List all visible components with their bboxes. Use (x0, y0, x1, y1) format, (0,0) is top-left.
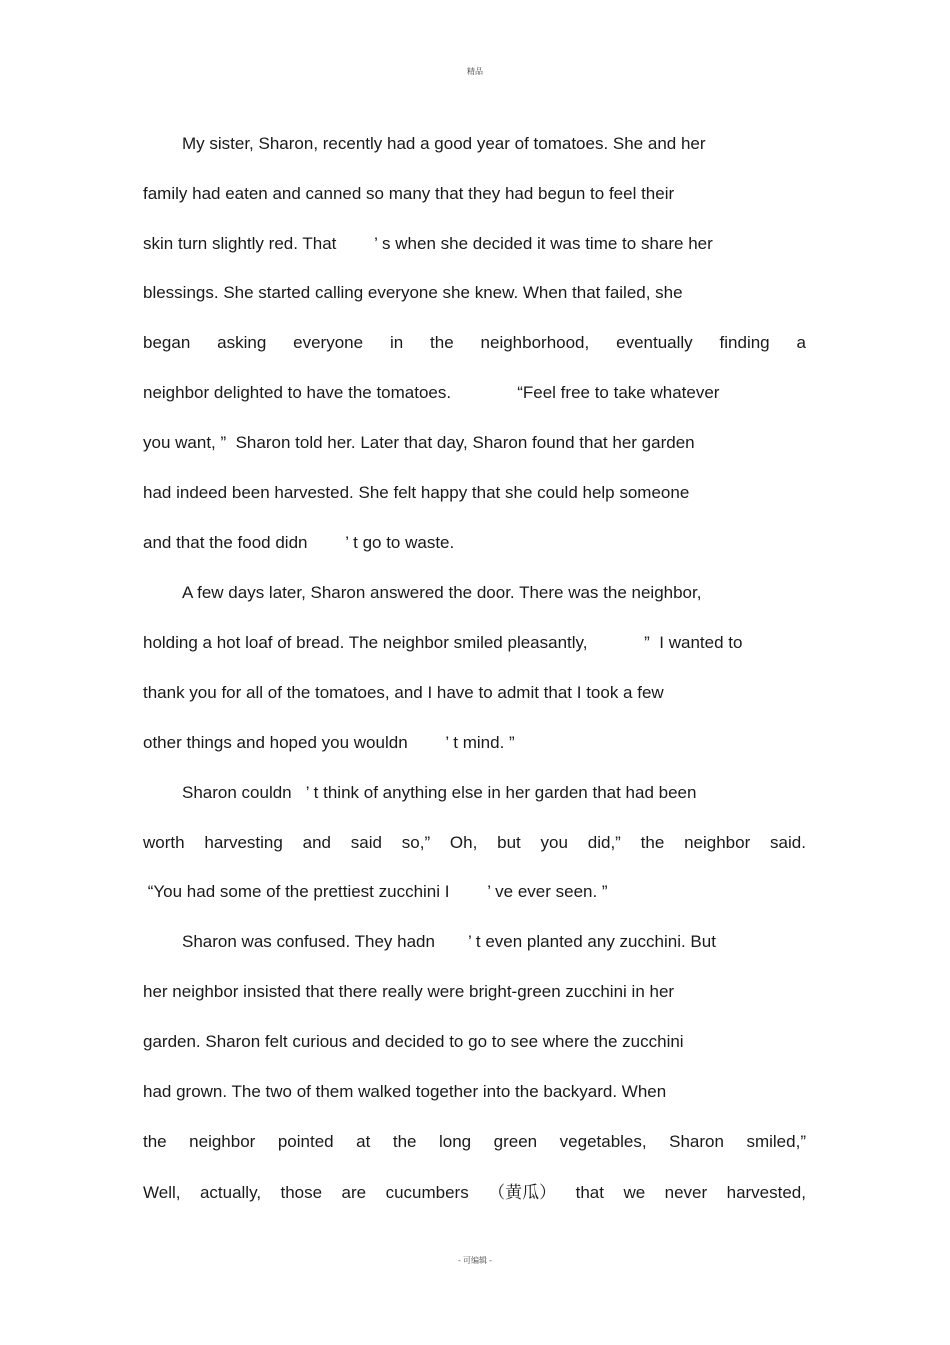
word: cucumbers (385, 1183, 469, 1202)
text-line: blessings. She started calling everyone she knew. When that failed, she (143, 283, 683, 302)
word: neighbor (189, 1132, 256, 1151)
text-line: other things and hoped you wouldn ’ t mind. ” (143, 733, 515, 752)
word: everyone (293, 333, 364, 352)
word: those (280, 1183, 323, 1202)
word: smiled,” (746, 1132, 806, 1151)
word: the (640, 833, 665, 852)
text-line: had indeed been harvested. She felt happy that she could help someone (143, 483, 690, 502)
text-line (143, 1132, 806, 1152)
word: said. (770, 833, 806, 852)
word: the (430, 333, 454, 352)
text-line: her neighbor insisted that there really were bright-green zucchini in her (143, 982, 675, 1001)
text-line (143, 833, 806, 853)
word: neighborhood, (480, 333, 590, 352)
word: vegetables, (559, 1132, 647, 1151)
text-line: neighbor delighted to have the tomatoes. “Feel free to take whatever (143, 383, 720, 402)
word: neighbor (684, 833, 751, 852)
text-line: and that the food didn ’ t go to waste. (143, 533, 455, 552)
word: actually, (199, 1183, 262, 1202)
word: the (143, 1132, 167, 1151)
word: at (356, 1132, 371, 1151)
word: long (439, 1132, 472, 1151)
text-line (143, 1183, 806, 1203)
word: Well, (143, 1183, 181, 1202)
word: that (575, 1183, 604, 1202)
word: pointed (277, 1132, 334, 1151)
text-line: you want, ” Sharon told her. Later that day, Sharon found that her garden (143, 433, 695, 452)
page-footer: - 可编辑 - (458, 1256, 492, 1265)
word: Sharon (669, 1132, 724, 1151)
word: did,” (587, 833, 621, 852)
text-line: skin turn slightly red. That ’ s when she decided it was time to share her (143, 234, 713, 253)
text-line: family had eaten and canned so many that they had begun to feel their (143, 184, 675, 203)
text-line: Sharon was confused. They hadn ’ t even planted any zucchini. But (182, 932, 716, 951)
text-line: A few days later, Sharon answered the door. There was the neighbor, (182, 583, 702, 602)
word: began (143, 333, 191, 352)
word: we (623, 1183, 646, 1202)
word: eventually (616, 333, 693, 352)
word: finding (719, 333, 770, 352)
word: a (796, 333, 806, 352)
word: so,” (401, 833, 431, 852)
text-line: had grown. The two of them walked together into the backyard. When (143, 1082, 667, 1101)
text-line: thank you for all of the tomatoes, and I have to admit that I took a few (143, 683, 664, 702)
page-header: 精品 (467, 67, 483, 76)
word: and (302, 833, 331, 852)
word: but (497, 833, 521, 852)
word: in (389, 333, 404, 352)
word: the (392, 1132, 417, 1151)
word: worth (143, 833, 185, 852)
text-line: holding a hot loaf of bread. The neighbor smiled pleasantly, ” I wanted to (143, 633, 743, 652)
word: are (341, 1183, 367, 1202)
text-line (143, 333, 806, 353)
word: asking (217, 333, 267, 352)
text-line: “You had some of the prettiest zucchini I ’ ve ever seen. ” (143, 882, 608, 901)
word: harvested, (726, 1183, 806, 1202)
word: never (664, 1183, 708, 1202)
text-line: My sister, Sharon, recently had a good year of tomatoes. She and her (182, 134, 706, 153)
word: Oh, (449, 833, 478, 852)
word: said (350, 833, 382, 852)
word: （黄瓜） (488, 1183, 557, 1202)
text-line: garden. Sharon felt curious and decided to go to see where the zucchini (143, 1032, 684, 1051)
word: you (540, 833, 568, 852)
word: green (493, 1132, 538, 1151)
text-line: Sharon couldn ’ t think of anything else in her garden that had been (182, 783, 697, 802)
word: harvesting (204, 833, 283, 852)
